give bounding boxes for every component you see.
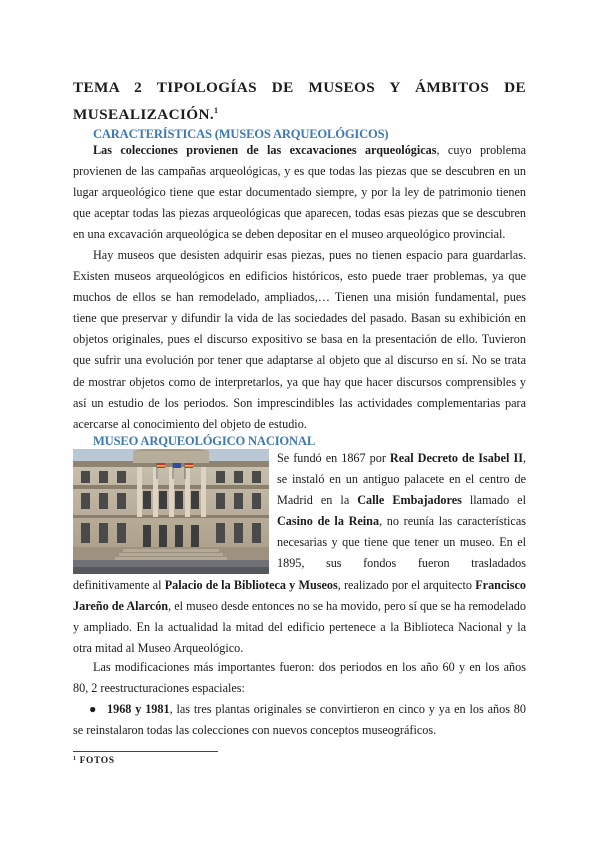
document-title-line2: MUSEALIZACIÓN.$^1$ [73,106,219,123]
paragraph-fundacion: Se fundó en 1867 por Real Decreto de Isabel II, se instaló en un antiguo palacete en el centro de Madrid en la Calle Embajadores llamado el Casino de la Reina, no reunía las características necesarias y que tiene que tener un museo. En el 1895, sus fondos fueron trasladados definitivamente al Palacio de la Biblioteca y Museos, realizado por el arquitecto Francisco Jareño de Alarcón, el museo desde entonces no se ha movido, pero sí que se ha remodelado y ampliado. En la actualidad la mitad del edificio pertenece a la Biblioteca Nacional y la otra mitad al Museo Arqueológico. [73,448,526,659]
footnote: $^1$ FOTOS [73,756,115,766]
museum-building-photo [73,449,269,574]
paragraph-modificaciones: Las modificaciones más importantes fueron: dos periodos en los año 60 y en los años 80, 2 reestructuraciones espaciales: [73,660,526,696]
bullet-icon: ● [89,702,97,716]
paragraph-museos-desisten: Hay museos que desisten adquirir esas piezas, pues no tienen espacio para guardarlas. Existen museos arqueológicos en edificios históricos, esto puede traer problemas, ya que muchos de ellos se han remodelado, ampliados,… Tienen una misión fundamental, pues tiene que preservar y difundir la vida de las sociedades del pasado. Basan su exhibición en objetos originales, pues el discurso expositivo se basa en la presentación de ello. Tuvieron que sufrir una evolución por tener que adaptarse al objeto que al discurso en sí. No se trata de mostrar objetos como de interpretarlos, ya que hay que hacer discursos comprensibles y así un estudio de los periodos. Son imprescindibles las actividades complementarias para acercarse al conocimiento del objeto de estudio. [73,248,526,431]
bullet-1968-1981: ● 1968 y 1981, las tres plantas originales se convirtieron en cinco y ya en los años 80 se reinstalaron todas las colecciones con nuevos conceptos museográficos. [73,699,526,741]
section-heading-museo-nacional: MUSEO ARQUEOLÓGICO NACIONAL [93,434,316,448]
museum-building-icon [73,449,269,574]
footnote-ref[interactable]: 1 [214,106,219,115]
section-heading-caracteristicas: CARACTERÍSTICAS (MUSEOS ARQUEOLÓGICOS) [93,127,389,141]
paragraph-colecciones: Las colecciones provienen de las excavaciones arqueológicas, cuyo problema provienen de las campañas arqueológicas, y es que todas las piezas que se descubren en un lugar arqueológico tiene que estar documentado siempre, y por la ley de patrimonio tienen que aceptar todas las piezas arqueológicas que aparecen, todas esas piezas que se descubren en una excavación arqueológica se deben depositar en el museo arqueológico provincial. [73,143,526,242]
footnote-divider [73,751,218,752]
document-title-line1: TEMA 2 TIPOLOGÍAS DE MUSEOS Y ÁMBITOS DE [73,79,526,96]
